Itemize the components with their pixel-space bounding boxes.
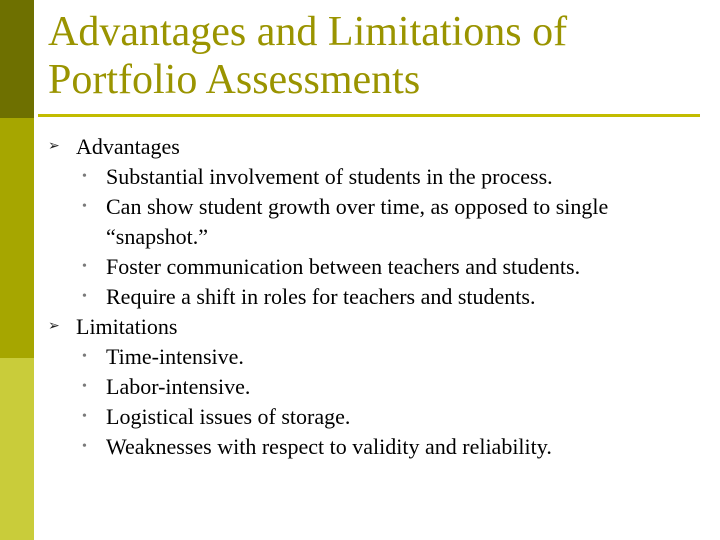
side-band-bottom [0,358,34,540]
small-dot-icon: • [82,379,87,394]
slide-body [48,132,688,462]
side-band-top [0,0,34,118]
small-dot-icon: • [82,349,87,364]
small-dot-icon: • [82,439,87,454]
bullet-text: Foster communication between teachers and students. [106,254,581,279]
small-dot-icon: • [82,289,87,304]
list-item [48,402,688,432]
small-dot-icon: • [82,199,87,214]
title-line-2: Portfolio Assessments [48,57,421,103]
arrowhead-icon: ➢ [48,319,60,334]
list-item [48,372,688,402]
section-heading: Advantages [76,134,180,159]
list-item [48,252,688,282]
small-dot-icon: • [82,259,87,274]
bullet-text: Weaknesses with respect to validity and reliability. [106,434,552,459]
small-dot-icon: • [82,169,87,184]
list-item [48,342,688,372]
arrowhead-icon: ➢ [48,139,60,154]
bullet-text: Require a shift in roles for teachers and students. [106,284,536,309]
bullet-text: Logistical issues of storage. [106,404,351,429]
list-item [48,192,688,252]
list-item [48,282,688,312]
small-dot-icon: • [82,409,87,424]
bullet-text: Time-intensive. [106,344,244,369]
bullet-text: Can show student growth over time, as opposed to single “snapshot.” [106,194,609,249]
section-heading: Limitations [76,314,178,339]
bullet-text: Labor-intensive. [106,374,251,399]
section-advantages [48,132,688,162]
title-underline [38,114,700,117]
section-limitations [48,312,688,342]
slide-title [48,8,688,104]
title-line-1: Advantages and Limitations of [48,9,568,55]
list-item [48,432,688,462]
side-band-middle [0,118,34,358]
list-item [48,162,688,192]
bullet-text: Substantial involvement of students in the process. [106,164,553,189]
